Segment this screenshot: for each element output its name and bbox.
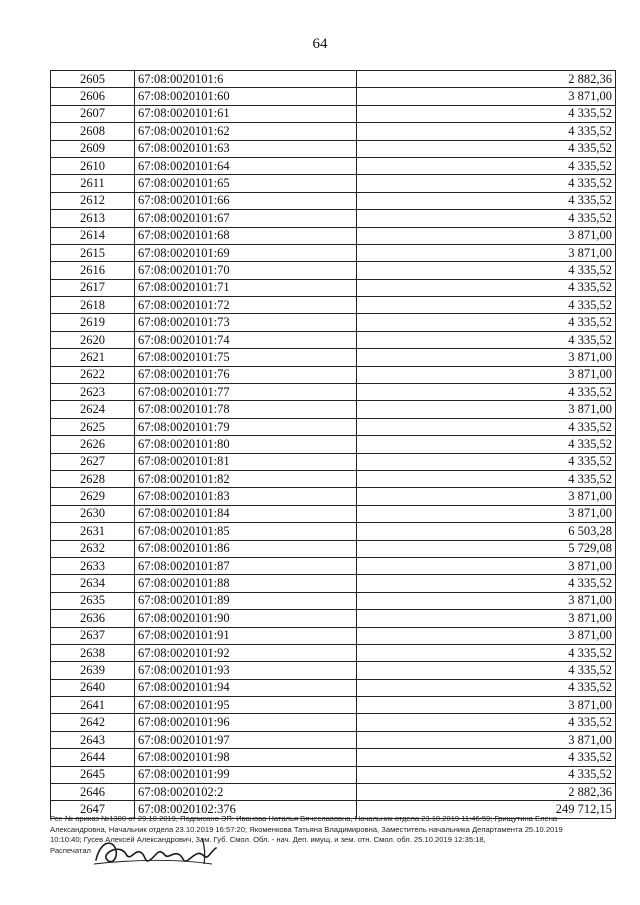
table-row [51,714,616,731]
row-number-cell: 2613 [51,210,135,227]
table-row [51,175,616,192]
table-row [51,140,616,157]
row-number-cell: 2620 [51,331,135,348]
row-number-cell: 2634 [51,575,135,592]
table-row [51,331,616,348]
cadastral-number-cell: 67:08:0020101:97 [135,731,357,748]
cadastral-value-cell: 4 335,52 [357,644,616,661]
cadastral-number-cell: 67:08:0020101:68 [135,227,357,244]
page-number: 64 [312,36,328,52]
cadastral-number-cell: 67:08:0020101:78 [135,401,357,418]
cadastral-value-cell: 3 871,00 [357,366,616,383]
cadastral-value-cell: 3 871,00 [357,505,616,522]
cadastral-number-cell: 67:08:0020101:6 [135,71,357,88]
table-row [51,349,616,366]
cadastral-value-cell: 4 335,52 [357,192,616,209]
cadastral-number-cell: 67:08:0020101:67 [135,210,357,227]
row-number-cell: 2644 [51,749,135,766]
cadastral-value-cell: 4 335,52 [357,175,616,192]
cadastral-number-cell: 67:08:0020101:73 [135,314,357,331]
cadastral-number-cell: 67:08:0020101:71 [135,279,357,296]
cadastral-number-cell: 67:08:0020101:92 [135,644,357,661]
table-row [51,505,616,522]
table-row [51,244,616,261]
row-number-cell: 2622 [51,366,135,383]
cadastral-value-cell: 4 335,52 [357,314,616,331]
row-number-cell: 2614 [51,227,135,244]
cadastral-number-cell: 67:08:0020101:64 [135,157,357,174]
cadastral-number-cell: 67:08:0020101:77 [135,384,357,401]
table-row [51,123,616,140]
cadastral-number-cell: 67:08:0020102:376 [135,801,357,818]
row-number-cell: 2609 [51,140,135,157]
table-row [51,644,616,661]
cadastral-value-cell: 4 335,52 [357,470,616,487]
table-row [51,488,616,505]
table-row [51,784,616,801]
row-number-cell: 2628 [51,470,135,487]
cadastral-value-cell: 3 871,00 [357,488,616,505]
cadastral-value-cell: 4 335,52 [357,123,616,140]
cadastral-value-cell: 2 882,36 [357,784,616,801]
table-row [51,401,616,418]
row-number-cell: 2646 [51,784,135,801]
cadastral-value-cell: 3 871,00 [357,88,616,105]
cadastral-number-cell: 67:08:0020101:60 [135,88,357,105]
table-row [51,470,616,487]
table-row [51,453,616,470]
table-row [51,610,616,627]
table-row [51,592,616,609]
row-number-cell: 2645 [51,766,135,783]
table-row [51,697,616,714]
row-number-cell: 2630 [51,505,135,522]
cadastral-number-cell: 67:08:0020101:61 [135,105,357,122]
row-number-cell: 2642 [51,714,135,731]
cadastral-value-cell: 3 871,00 [357,627,616,644]
cadastral-value-cell: 4 335,52 [357,297,616,314]
row-number-cell: 2612 [51,192,135,209]
row-number-cell: 2605 [51,71,135,88]
row-number-cell: 2640 [51,679,135,696]
cadastral-value-cell: 4 335,52 [357,157,616,174]
table-body [51,71,616,819]
row-number-cell: 2607 [51,105,135,122]
table-row [51,192,616,209]
cadastral-value-cell: 3 871,00 [357,592,616,609]
row-number-cell: 2629 [51,488,135,505]
cadastral-value-cell: 249 712,15 [357,801,616,818]
row-number-cell: 2626 [51,436,135,453]
cadastral-value-cell: 3 871,00 [357,349,616,366]
table-row [51,227,616,244]
cadastral-number-cell: 67:08:0020101:72 [135,297,357,314]
cadastral-number-cell: 67:08:0020101:99 [135,766,357,783]
row-number-cell: 2621 [51,349,135,366]
table-row [51,157,616,174]
table-row [51,279,616,296]
row-number-cell: 2623 [51,384,135,401]
cadastral-number-cell: 67:08:0020101:83 [135,488,357,505]
cadastral-value-cell: 4 335,52 [357,140,616,157]
cadastral-number-cell: 67:08:0020101:82 [135,470,357,487]
cadastral-number-cell: 67:08:0020101:76 [135,366,357,383]
row-number-cell: 2637 [51,627,135,644]
table-row [51,749,616,766]
cadastral-value-cell: 3 871,00 [357,557,616,574]
cadastral-value-cell: 5 729,08 [357,540,616,557]
cadastral-value-cell: 4 335,52 [357,384,616,401]
cadastral-value-cell: 4 335,52 [357,766,616,783]
row-number-cell: 2617 [51,279,135,296]
row-number-cell: 2636 [51,610,135,627]
table-row [51,575,616,592]
row-number-cell: 2641 [51,697,135,714]
footer-line-2: Александровна, Начальник отдела 23.10.2019 16:57:20; Якоменкова Татьяна Владимировна, Заместитель начальника Департамента 25.10.2019 [50,824,563,834]
row-number-cell: 2639 [51,662,135,679]
cadastral-value-cell: 3 871,00 [357,610,616,627]
row-number-cell: 2627 [51,453,135,470]
cadastral-value-cell: 4 335,52 [357,210,616,227]
row-number-cell: 2638 [51,644,135,661]
table-row [51,523,616,540]
cadastral-number-cell: 67:08:0020101:81 [135,453,357,470]
cadastral-number-cell: 67:08:0020101:85 [135,523,357,540]
row-number-cell: 2608 [51,123,135,140]
row-number-cell: 2611 [51,175,135,192]
table-row [51,540,616,557]
cadastral-value-cell: 4 335,52 [357,105,616,122]
table-row [51,366,616,383]
row-number-cell: 2616 [51,262,135,279]
cadastral-value-cell: 4 335,52 [357,749,616,766]
cadastral-number-cell: 67:08:0020101:87 [135,557,357,574]
row-number-cell: 2633 [51,557,135,574]
table-row [51,557,616,574]
table-row [51,766,616,783]
row-number-cell: 2619 [51,314,135,331]
cadastral-number-cell: 67:08:0020101:75 [135,349,357,366]
table-row [51,384,616,401]
cadastral-number-cell: 67:08:0020101:91 [135,627,357,644]
cadastral-number-cell: 67:08:0020101:95 [135,697,357,714]
footer-line-4: Распечатал [50,845,91,855]
table-row [51,297,616,314]
table-row [51,210,616,227]
cadastral-value-cell: 4 335,52 [357,453,616,470]
cadastral-value-cell: 4 335,52 [357,436,616,453]
row-number-cell: 2610 [51,157,135,174]
cadastral-value-cell: 3 871,00 [357,244,616,261]
cadastral-values-table [50,70,616,819]
cadastral-value-cell: 4 335,52 [357,418,616,435]
cadastral-number-cell: 67:08:0020102:2 [135,784,357,801]
row-number-cell: 2631 [51,523,135,540]
cadastral-value-cell: 4 335,52 [357,575,616,592]
cadastral-number-cell: 67:08:0020101:66 [135,192,357,209]
cadastral-value-cell: 4 335,52 [357,331,616,348]
cadastral-number-cell: 67:08:0020101:93 [135,662,357,679]
cadastral-value-cell: 3 871,00 [357,697,616,714]
cadastral-number-cell: 67:08:0020101:63 [135,140,357,157]
table-row [51,314,616,331]
cadastral-value-cell: 3 871,00 [357,401,616,418]
table-row [51,88,616,105]
footer-line-3: 10:10:40; Гусев Алексей Александрович, Зам. Губ. Смол. Обл. - нач. Деп. имущ. и зем. отн. Смол. обл. 25.10.2019 12:35:18, [50,835,486,844]
handwritten-signature [90,830,220,872]
row-number-cell: 2625 [51,418,135,435]
cadastral-number-cell: 67:08:0020101:62 [135,123,357,140]
table-row [51,105,616,122]
cadastral-value-cell: 3 871,00 [357,731,616,748]
table-row [51,679,616,696]
table-row [51,731,616,748]
cadastral-number-cell: 67:08:0020101:86 [135,540,357,557]
row-number-cell: 2635 [51,592,135,609]
cadastral-number-cell: 67:08:0020101:79 [135,418,357,435]
cadastral-value-cell: 3 871,00 [357,227,616,244]
table-row [51,262,616,279]
cadastral-number-cell: 67:08:0020101:96 [135,714,357,731]
cadastral-number-cell: 67:08:0020101:70 [135,262,357,279]
row-number-cell: 2618 [51,297,135,314]
cadastral-number-cell: 67:08:0020101:89 [135,592,357,609]
cadastral-number-cell: 67:08:0020101:69 [135,244,357,261]
table-row [51,71,616,88]
row-number-cell: 2615 [51,244,135,261]
table-row [51,627,616,644]
cadastral-number-cell: 67:08:0020101:84 [135,505,357,522]
cadastral-value-cell: 4 335,52 [357,662,616,679]
cadastral-value-cell: 4 335,52 [357,714,616,731]
table-row [51,418,616,435]
row-number-cell: 2647 [51,801,135,818]
table-row [51,662,616,679]
cadastral-value-cell: 4 335,52 [357,679,616,696]
table-row [51,436,616,453]
cadastral-number-cell: 67:08:0020101:74 [135,331,357,348]
cadastral-number-cell: 67:08:0020101:90 [135,610,357,627]
cadastral-number-cell: 67:08:0020101:98 [135,749,357,766]
cadastral-number-cell: 67:08:0020101:65 [135,175,357,192]
row-number-cell: 2632 [51,540,135,557]
cadastral-value-cell: 4 335,52 [357,262,616,279]
cadastral-number-cell: 67:08:0020101:94 [135,679,357,696]
row-number-cell: 2643 [51,731,135,748]
footer-line-1: Рег. № приказ №1300 от 29.10.2019, Подписано ЭП: Иванова Наталья Вячеславовна, Начальник отдела 23.10.2019 11:46:59; Грищутина Елена [50,814,558,823]
row-number-cell: 2606 [51,88,135,105]
cadastral-value-cell: 4 335,52 [357,279,616,296]
cadastral-value-cell: 2 882,36 [357,71,616,88]
row-number-cell: 2624 [51,401,135,418]
cadastral-number-cell: 67:08:0020101:80 [135,436,357,453]
cadastral-value-cell: 6 503,28 [357,523,616,540]
cadastral-number-cell: 67:08:0020101:88 [135,575,357,592]
